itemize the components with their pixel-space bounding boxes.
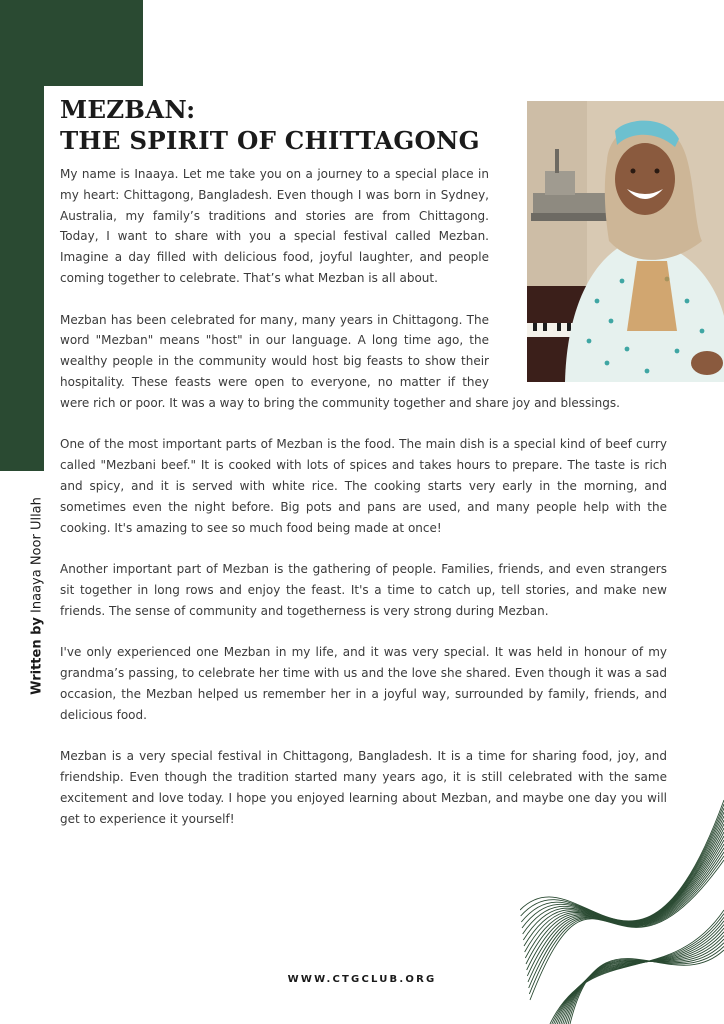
article-body	[60, 164, 667, 850]
paragraph-food: One of the most important parts of Mezban is the food. The main dish is a special kind of beef curry called "Mezbani beef." It is cooked with lots of spices and takes hours to prepare. The taste is rich and spicy, and it is served with white rice. The cooking starts very early in the morning, and sometimes even the night before. Big pots and pans are used, and many people help with the cooking. It's amazing to see so much food being made at once!	[60, 437, 667, 535]
paragraph-intro: My name is Inaaya. Let me take you on a journey to a special place in my heart: Chittagong, Bangladesh. Even though I was born in Sydney, Australia, my family’s traditions and stories are from Chittagong. Today, I want to share with you a special festival called Mezban. Imagine a day filled with delicious food, joyful laughter, and people coming together to celebrate. That’s what Mezban is all about.	[60, 167, 489, 285]
wave-line	[521, 804, 724, 921]
byline-prefix: Written by	[29, 617, 45, 695]
paragraph-personal: I've only experienced one Mezban in my life, and it was very special. It was held in honour of my grandma’s passing, to celebrate her time with us and the love she shared. Even though it was a sad occasion, the Mezban helped us remember her in a joyful way, surrounded by family, friends, and delicious food.	[60, 645, 667, 722]
wave-line	[521, 808, 724, 922]
wave-line	[523, 816, 724, 934]
article-title	[60, 94, 480, 156]
title-line-1: MEZBAN:	[60, 95, 196, 124]
paragraph-gathering: Another important part of Mezban is the gathering of people. Families, friends, and even strangers sit together in long rows and enjoy the feast. It's a time to catch up, tell stories, and make new friends. The sense of community and togetherness is very strong during Mezban.	[60, 562, 667, 618]
wave-line	[555, 921, 724, 1024]
wave-line	[566, 943, 724, 1024]
paragraph-history: Mezban has been celebrated for many, many years in Chittagong. The word "Mezban" means "host" in our language. A long time ago, the wealthy people in the community would host big feasts to show their hospitality. These feasts were open to everyone, no matter if they were rich or poor. It was a way to bring the community together and share joy and blessings.	[60, 312, 620, 410]
wave-line	[525, 832, 724, 958]
decorative-waves	[520, 790, 724, 1024]
author-byline	[30, 497, 45, 695]
wave-line	[554, 917, 724, 1024]
footer-website: WWW.CTGCLUB.ORG	[287, 974, 437, 985]
title-line-2: THE SPIRIT OF CHITTAGONG	[60, 126, 480, 155]
wave-line	[561, 932, 724, 1024]
wave-line	[565, 939, 724, 1024]
wave-line	[552, 914, 724, 1024]
photo-spacer	[495, 164, 667, 382]
paragraph-conclusion: Mezban is a very special festival in Chittagong, Bangladesh. It is a time for sharing food, joy, and friendship. Even though the tradition started many years ago, it is still celebrated with the same excitement and love today. I hope you enjoyed learning about Mezban, and maybe one day you will get to experience it yourself!	[60, 749, 667, 826]
byline-author: Inaaya Noor Ullah	[29, 497, 45, 613]
